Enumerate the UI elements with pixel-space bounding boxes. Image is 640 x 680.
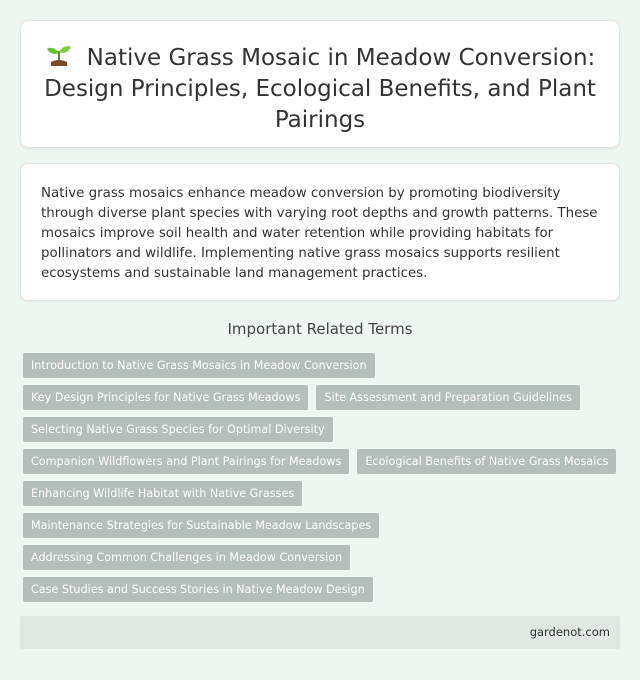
footer-site-link[interactable]: gardenot.com (529, 625, 610, 639)
page-title (41, 43, 599, 136)
related-term-tag[interactable]: Case Studies and Success Stories in Native Meadow Design (23, 577, 373, 602)
related-terms-heading: Important Related Terms (227, 320, 413, 338)
summary-card (20, 163, 620, 301)
summary-text: Native grass mosaics enhance meadow conversion by promoting biodiversity through diverse plant species with varying root depths and growth patterns. These mosaics improve soil health and water retention while providing habitats for pollinators and wildlife. Implementing native grass mosaics supports resilient ecosystems and sustainable land management practices. (41, 186, 598, 281)
related-term-tag[interactable]: Ecological Benefits of Native Grass Mosaics (357, 449, 616, 474)
related-term-tag[interactable]: Companion Wildflowers and Plant Pairings for Meadows (23, 449, 349, 474)
sprout-icon (45, 43, 73, 67)
related-term-tag[interactable]: Selecting Native Grass Species for Optimal Diversity (23, 417, 333, 442)
title-card (20, 20, 620, 148)
related-term-tag[interactable]: Addressing Common Challenges in Meadow Conversion (23, 545, 350, 570)
related-term-tag[interactable]: Enhancing Wildlife Habitat with Native Grasses (23, 481, 302, 506)
related-terms-list (23, 353, 623, 609)
related-term-tag[interactable]: Key Design Principles for Native Grass Meadows (23, 385, 308, 410)
page-title-text: Native Grass Mosaic in Meadow Conversion: Design Principles, Ecological Benefits, and Plant Pairings (44, 45, 596, 133)
related-term-tag[interactable]: Maintenance Strategies for Sustainable Meadow Landscapes (23, 513, 379, 538)
related-term-tag[interactable]: Introduction to Native Grass Mosaics in Meadow Conversion (23, 353, 375, 378)
footer (20, 616, 620, 649)
related-term-tag[interactable]: Site Assessment and Preparation Guidelines (316, 385, 579, 410)
